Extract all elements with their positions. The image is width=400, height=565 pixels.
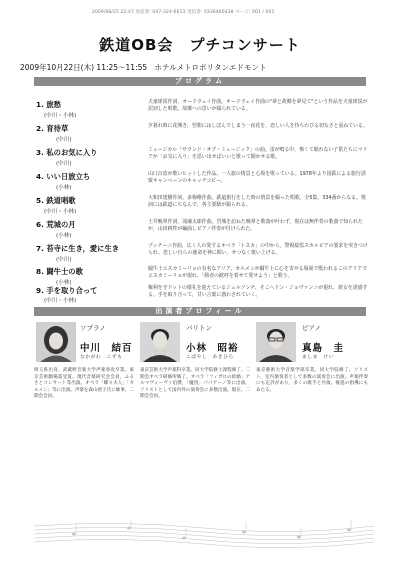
performers-header: 出演者プロフィール (34, 307, 366, 316)
page-title: 鉄道OB会 プチコンサート (99, 36, 301, 54)
program-title-8: 8. 闘牛士の歌 (36, 267, 83, 276)
program-desc-6: 土井晩翠作詞，滝廉太郎作曲。宮城を訪ねた晩翠と歌曲が叶わず，現在は無伴奏の歌曲で知られたが，山田耕筰が編曲しピアノ伴奏が付けられた。 (148, 219, 363, 233)
program-title-3: 3. 私のお気に入り (36, 148, 98, 157)
program-title-2: 2. 育待草 (36, 124, 69, 133)
performer-role-baritone: バリトン (186, 324, 212, 332)
program-desc-8: 闘牛士エスカミーリョの有名なアリア。カルメンが闘牛士に心を寄せる場面で歌われるこのアリアでエスカミーリョが現れ，「勝者の歓呼を着せて愛せよう」と歌う。 (148, 266, 368, 280)
performer-ruby-baritone: こばやし あきひろ (186, 355, 234, 360)
program-title-5: 5. 鉄道唱歌 (36, 196, 76, 205)
program-desc-3: ミュージカル「サウンド・オブ・ミュージック」の曲。雷が鳴る中，怖くて眠れない子供たちにマリアが「お気に入り」を思い出せばいいと歌って聞かせる歌。 (148, 147, 368, 161)
program-perf-2: (中川) (56, 137, 72, 143)
program-desc-1: 犬童球渓作詞，オードウェイ作曲。オードウェイ作曲の"夢と故郷を夢見て"という作品を犬童球渓が訳詞した唱歌。故郷への思いが綴られている。 (148, 99, 368, 113)
performer-name-soprano: 中川 結百 (80, 343, 133, 354)
performer-name-piano: 真島 圭 (302, 343, 345, 354)
performer-bio-soprano: 埼玉県出身。武蔵野音楽大学声楽専攻卒業。東京芸術劇場賞受賞。現代音楽研究会会員，ふるさとコンサート等出演。オペラ「蝶々夫人」「カルメン」等に出演。声楽を森山智子氏に師事。二期会会員。 (34, 368, 134, 399)
program-title-9: 9. 手を取り合って (36, 286, 98, 295)
portrait-icon (256, 322, 296, 362)
program-perf-8: (小林) (56, 280, 72, 286)
performer-photo-piano (256, 322, 296, 362)
performer-role-piano: ピアノ (302, 324, 321, 332)
portrait-icon (36, 322, 76, 362)
program-desc-9: 権利を守ドットの婚礼を迎えているジェルソンチ，そこへドン・ジョヴァンニが現れ，彼女を誘惑する。手を取り合って，甘い言葉に惑わされていく。 (148, 285, 368, 299)
program-perf-6: (小林) (56, 233, 72, 239)
program-title-6: 6. 荒城の月 (36, 220, 76, 229)
program-desc-7: プッチーニ作曲，広く人の愛するオペラ「トスカ」の中から。警視総監スカルピアの要求を突きつけられ，悲しい自らの運命を神に問い，せつなく歌い上げる。 (148, 243, 368, 257)
performer-bio-piano: 東京藝術大学音楽学部卒業。同大学院修了。ソリスト，室内楽奏者として多数の演奏会に出演。声楽伴奏にも定評があり，多くの歌手と共演。後進の指導にもあたる。 (256, 368, 368, 393)
program-perf-3: (中川) (56, 161, 72, 167)
program-title-1: 1. 旅愁 (36, 100, 61, 109)
program-perf-4: (小林) (56, 185, 72, 191)
event-venue: ホテルメトロポリタンエドモント (154, 63, 267, 72)
portrait-icon (140, 322, 180, 362)
program-header: プログラム (34, 77, 366, 86)
program-perf-9: (中川・小林) (44, 298, 77, 304)
performer-bio-baritone: 東京芸術大学声楽科卒業。同大学院修士課程修了。二期会オペラ研修所修了。オペラ「フィガロの結婚」アルマヴィーヴァ伯爵，「魔笛」パパゲーノ等に出演。ソリストとして国内外の演奏会に多数出演。現在，二期会会員。 (140, 368, 250, 399)
event-time: 11:25～11:55 (96, 63, 148, 72)
program-desc-5: 大和田建樹作詞，多梅稚作曲。鉄道旅行をした時の情景を綴った唱歌。全5集，334番からなる。歌詞には鉄道にちなんで，各主要駅が綴られる。 (148, 195, 366, 209)
music-staff-decoration (34, 518, 374, 554)
event-date: 2009年10月22日(木) (20, 63, 95, 72)
fax-header: 2009/08/25 22:47 送信者: 047-324-6613 受信者: 0336460438 ページ: 001 / 001 (92, 10, 275, 15)
performer-ruby-piano: ましま けい (302, 355, 334, 360)
program-desc-4: 山口百恵が歌いヒットした作品。一人旅の情景と心境を歌っている。1978年より国鉄による旅行誘致キャンペーンのキャッチコピー。 (148, 171, 366, 185)
program-perf-5: (中川・小林) (44, 209, 77, 215)
program-title-7: 7. 苔寺に生き，愛に生き (36, 244, 120, 253)
performer-role-soprano: ソプラノ (80, 324, 106, 332)
event-info (20, 62, 266, 73)
performer-photo-soprano (36, 322, 76, 362)
program-perf-1: (中川・小林) (44, 113, 77, 119)
performer-photo-baritone (140, 322, 180, 362)
program-perf-7: (中川) (56, 257, 72, 263)
performer-name-baritone: 小林 昭裕 (186, 343, 239, 354)
performer-ruby-soprano: なかがわ こずも (80, 355, 123, 360)
program-title-4: 4. いい日旅立ち (36, 172, 91, 181)
program-desc-2: 夕暮れ時に花開き，翌朝にはしぼんでしまう一夜花を，恋しい人を待ちわびる切なさと重ねている。 (148, 123, 368, 129)
